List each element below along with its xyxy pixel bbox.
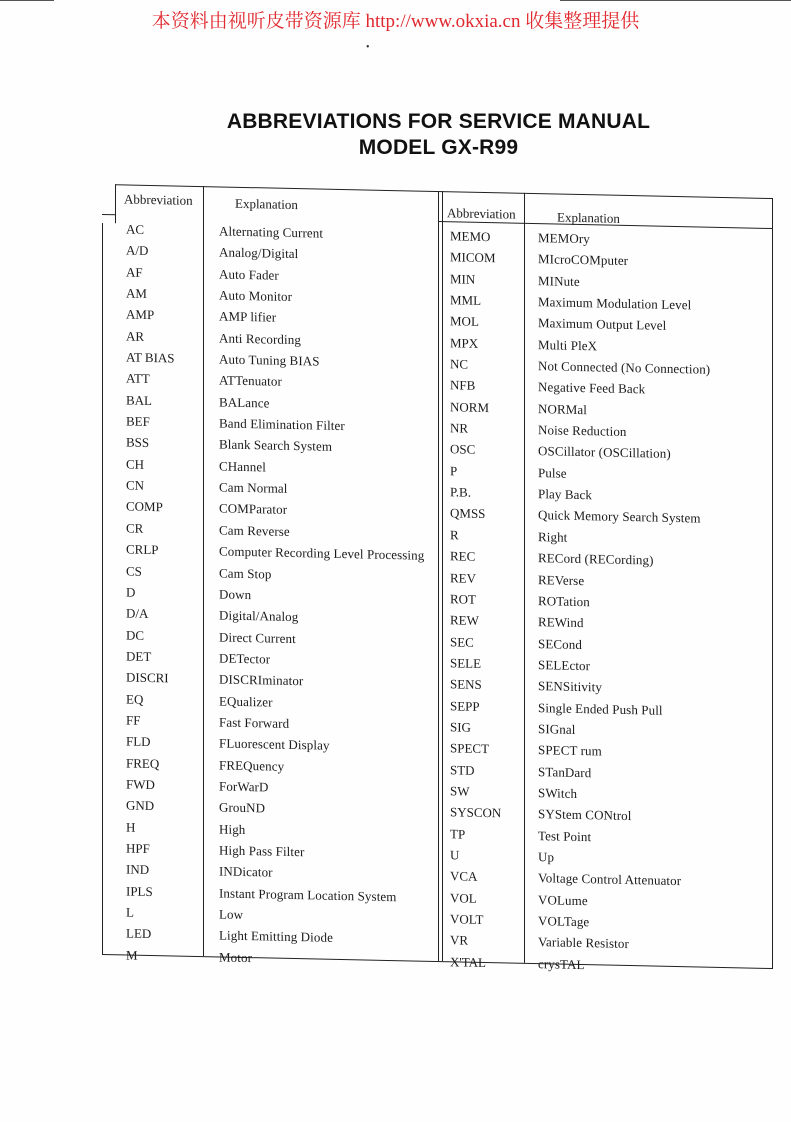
table-cell-explanation: Variable Resistor [538,934,629,952]
table-cell-abbreviation: FWD [126,776,155,793]
table-cell-explanation: SPECT rum [538,742,602,759]
table-cell-abbreviation: NC [450,356,469,372]
table-cell-explanation: SENSitivity [538,678,602,695]
table-cell-abbreviation: D/A [126,605,149,622]
table-cell-explanation: Maximum Modulation Level [538,294,692,313]
table-cell-abbreviation: A/D [126,242,149,259]
table-cell-explanation: Analog/Digital [219,244,299,262]
table-cell-explanation: Fast Forward [219,714,290,731]
table-cell-explanation: Not Connected (No Connection) [538,358,711,377]
table-cell-abbreviation: AF [126,264,143,280]
table-cell-explanation: Blank Search System [219,436,333,455]
table-cell-abbreviation: MOL [450,313,479,330]
table-cell-explanation: FREQuency [219,757,285,774]
table-cell-explanation: Instant Program Location System [219,885,397,904]
table-cell-explanation: SIGnal [538,721,576,737]
scan-edge-line-left [0,0,54,1]
left-header-explanation: Explanation [235,195,298,213]
table-cell-abbreviation: VOLT [450,911,484,927]
table-cell-abbreviation: FLD [126,733,151,750]
table-cell-explanation: Light Emitting Diode [219,927,333,946]
table-border-left-header [115,184,116,223]
table-cell-abbreviation: REC [450,548,476,564]
table-cell-explanation: Voltage Control Attenuator [538,870,682,889]
table-cell-explanation: Multi PleX [538,336,598,354]
table-cell-abbreviation: QMSS [450,505,486,522]
table-cell-explanation: Single Ended Push Pull [538,699,663,718]
table-cell-explanation: Band Elimination Filter [219,415,345,434]
table-cell-explanation: Up [538,849,555,865]
table-cell-abbreviation: ATT [126,370,150,387]
table-cell-abbreviation: NORM [450,399,490,415]
center-divider-left [438,191,439,961]
table-cell-explanation: Computer Recording Level Processing [219,543,425,563]
table-cell-explanation: SYStem CONtrol [538,806,632,824]
table-cell-explanation: DETector [219,650,271,667]
table-border-right [772,198,773,968]
table-cell-explanation: GrouND [219,799,266,816]
table-cell-abbreviation: IND [126,861,150,878]
table-cell-abbreviation: VCA [450,868,478,885]
table-cell-explanation: EQualizer [219,693,273,710]
table-cell-explanation: Anti Recording [219,330,301,347]
table-cell-abbreviation: CN [126,477,145,494]
table-cell-abbreviation: DC [126,627,145,643]
table-cell-explanation: STanDard [538,763,592,780]
table-cell-abbreviation: REW [450,612,479,629]
table-cell-abbreviation: AM [126,285,147,301]
table-cell-explanation: ForWarD [219,778,269,795]
center-divider-right [442,191,443,961]
table-cell-explanation: Cam Normal [219,479,288,497]
right-header-explanation: Explanation [557,209,620,226]
table-cell-explanation: SWitch [538,785,578,801]
table-cell-explanation: Direct Current [219,628,296,646]
table-cell-abbreviation: CS [126,563,142,579]
table-cell-abbreviation: SYSCON [450,804,502,821]
table-cell-explanation: CHannel [219,458,266,475]
table-cell-abbreviation: BEF [126,413,150,430]
table-cell-explanation: FLuorescent Display [219,735,330,754]
table-cell-abbreviation: MIN [450,270,476,287]
table-cell-abbreviation: CR [126,520,144,536]
table-cell-abbreviation: COMP [126,498,163,515]
table-cell-abbreviation: EQ [126,691,144,707]
abbreviations-table [102,184,773,988]
table-cell-abbreviation: MICOM [450,249,496,266]
table-cell-explanation: DISCRIminator [219,671,304,689]
table-cell-explanation: Noise Reduction [538,422,627,440]
table-cell-explanation: VOLume [538,891,588,908]
table-cell-explanation: Quick Memory Search System [538,507,701,527]
right-abbreviation-column [450,225,501,973]
table-cell-abbreviation: NR [450,420,469,436]
table-cell-abbreviation: FREQ [126,755,160,771]
table-cell-abbreviation: X'TAL [450,953,486,970]
table-cell-abbreviation: VR [450,932,469,949]
table-cell-explanation: INDicator [219,863,273,880]
table-cell-abbreviation: L [126,904,134,920]
table-cell-explanation: Test Point [538,827,592,844]
table-cell-explanation: crysTAL [538,955,585,972]
table-cell-explanation: Digital/Analog [219,607,299,625]
table-cell-abbreviation: SIG [450,719,471,735]
table-cell-explanation: Right [538,528,568,545]
table-cell-explanation: Low [219,906,244,922]
left-explanation-column [219,220,424,971]
left-column-divider [203,186,204,956]
page-subtitle-model: MODEL GX-R99 [358,136,519,159]
left-header-underline-stub [102,214,116,215]
table-cell-explanation: VOLTage [538,913,590,930]
table-border-left [102,223,103,954]
table-border-top [115,184,772,199]
table-cell-abbreviation: D [126,584,136,600]
table-cell-abbreviation: NFB [450,377,476,394]
table-cell-abbreviation: M [126,947,138,963]
table-cell-abbreviation: ROT [450,591,476,607]
left-header-abbreviation: Abbreviation [124,191,193,208]
table-cell-explanation: High [219,821,246,837]
table-cell-abbreviation: SEPP [450,697,480,714]
table-cell-abbreviation: HPF [126,840,150,856]
table-cell-abbreviation: MPX [450,335,479,351]
table-cell-explanation: Auto Monitor [219,287,293,305]
table-cell-abbreviation: VOL [450,889,477,906]
table-cell-explanation: Cam Reverse [219,522,290,539]
table-cell-abbreviation: DET [126,648,152,664]
table-cell-explanation: Alternating Current [219,223,324,241]
table-cell-explanation: High Pass Filter [219,842,305,860]
table-cell-abbreviation: P [450,463,458,479]
table-cell-explanation: Play Back [538,486,592,503]
table-cell-explanation: Auto Tuning BIAS [219,351,320,369]
source-watermark: 本资料由视听皮带资源库 http://www.okxia.cn 收集整理提供 [151,11,640,32]
scan-speck: • [366,42,370,53]
table-cell-abbreviation: GND [126,797,155,814]
table-cell-explanation: BALance [219,394,270,411]
table-cell-abbreviation: U [450,847,460,863]
table-cell-explanation: Pulse [538,464,567,481]
table-cell-explanation: COMParator [219,500,288,518]
table-cell-explanation: Down [219,586,252,602]
table-cell-abbreviation: SENS [450,676,482,693]
table-cell-abbreviation: STD [450,761,475,778]
table-cell-abbreviation: LED [126,925,152,942]
table-cell-explanation: SECond [538,635,582,652]
table-cell-abbreviation: IPLS [126,883,153,899]
table-cell-explanation: OSCillator (OSCillation) [538,443,671,462]
table-cell-explanation: REWind [538,614,584,631]
table-cell-abbreviation: BSS [126,434,150,451]
table-cell-explanation: Maximum Output Level [538,315,667,334]
right-column-divider [524,193,525,963]
table-cell-explanation: MIcroCOMputer [538,251,629,269]
table-cell-abbreviation: BAL [126,392,152,408]
table-cell-abbreviation: MEMO [450,228,491,245]
table-cell-abbreviation: SEC [450,633,474,650]
scan-edge-line-right [560,0,791,1]
table-cell-abbreviation: R [450,527,459,543]
table-cell-abbreviation: FF [126,712,141,728]
right-header-abbreviation: Abbreviation [447,205,516,222]
table-cell-abbreviation: AMP [126,306,155,323]
table-cell-explanation: Cam Stop [219,564,272,582]
table-cell-abbreviation: P.B. [450,484,471,500]
table-cell-abbreviation: AT BIAS [126,349,175,366]
table-cell-explanation: ROTation [538,592,590,610]
table-cell-explanation: REVerse [538,571,585,588]
table-cell-explanation: MEMOry [538,230,590,247]
table-cell-explanation: Negative Feed Back [538,379,646,397]
table-cell-abbreviation: REV [450,569,476,586]
table-cell-abbreviation: OSC [450,441,476,458]
right-explanation-column [538,227,710,978]
table-cell-abbreviation: TP [450,825,466,842]
table-cell-explanation: ATTenuator [219,372,282,390]
table-cell-explanation: MINute [538,272,580,289]
table-cell-abbreviation: SPECT [450,740,490,757]
table-cell-explanation: Motor [219,949,252,965]
table-cell-explanation: SELEctor [538,657,591,674]
table-cell-abbreviation: SW [450,783,470,799]
table-cell-explanation: AMP lifier [219,308,277,326]
table-cell-abbreviation: H [126,819,136,835]
page-title: ABBREVIATIONS FOR SERVICE MANUAL [226,110,651,133]
table-cell-explanation: Auto Fader [219,266,279,283]
table-cell-abbreviation: DISCRI [126,669,169,686]
table-cell-abbreviation: AR [126,328,145,344]
table-cell-explanation: RECord (RECording) [538,550,654,568]
table-cell-abbreviation: CH [126,456,145,472]
table-cell-abbreviation: AC [126,221,145,237]
table-cell-abbreviation: MML [450,292,482,308]
table-cell-abbreviation: CRLP [126,541,159,558]
table-cell-abbreviation: SELE [450,655,482,671]
table-cell-explanation: NORMal [538,400,587,417]
left-abbreviation-column [126,219,175,967]
